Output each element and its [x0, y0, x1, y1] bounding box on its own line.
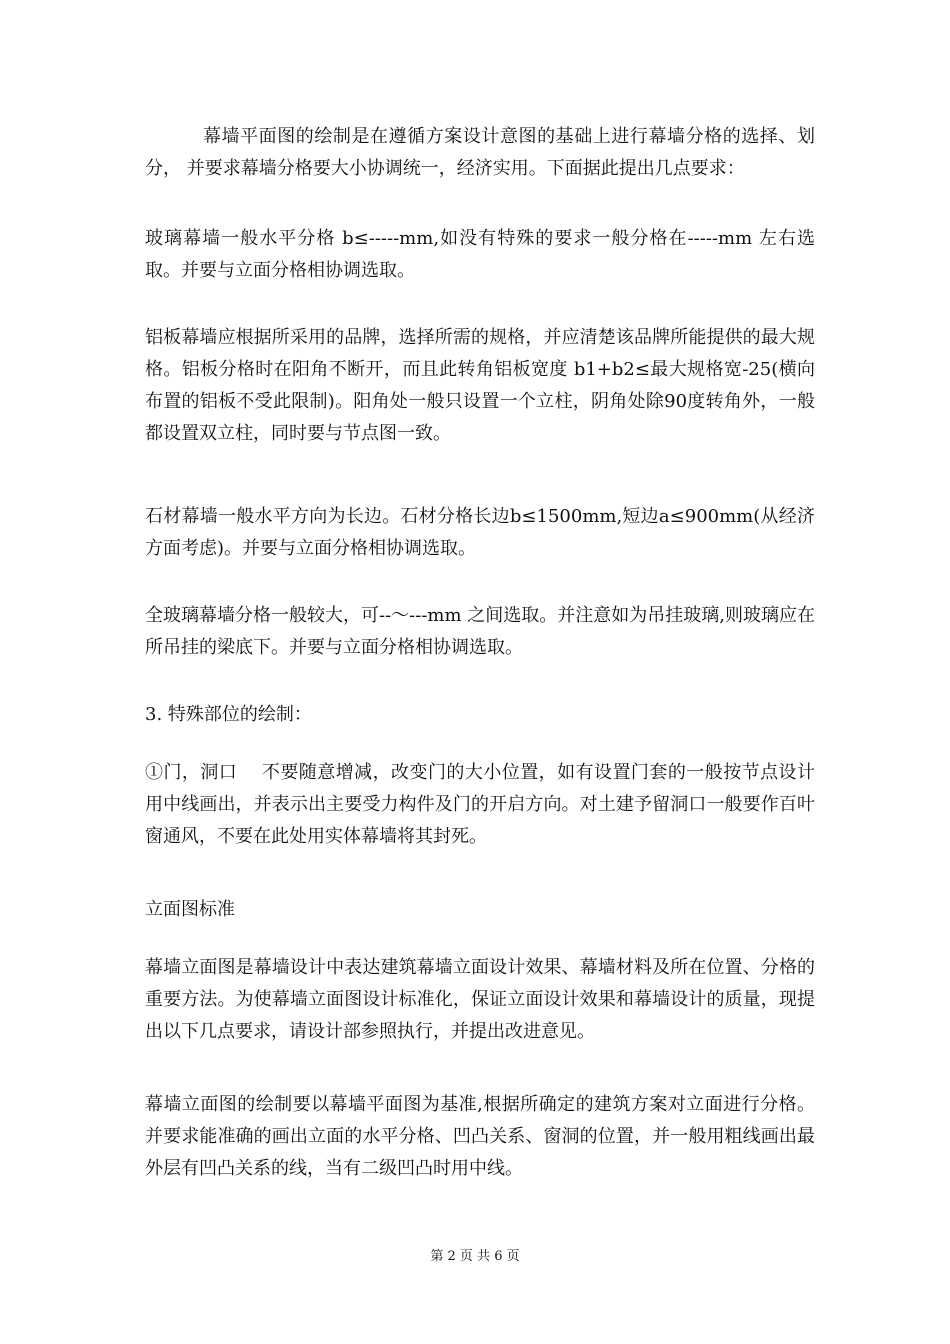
paragraph-full-glass-curtain-wall: 全玻璃幕墙分格一般较大，可--～---mm 之间选取。并注意如为吊挂玻璃,则玻璃应在所吊挂的梁底下。并要与立面分格相协调选取。	[145, 605, 815, 658]
paragraph-aluminum-curtain-wall: 铝板幕墙应根据所采用的品牌，选择所需的规格，并应清楚该品牌所能提供的最大规格。铝板分格时在阳角不断开，而且此转角铝板宽度 b1+b2≤最大规格宽-25(横向布置的铝板不受此限制)。阳角处一般只设置一个立柱，阴角处除90度转角外，一般都设置双立柱，同时要与节点图一致。	[145, 327, 815, 444]
paragraph-stone-curtain-wall: 石材幕墙一般水平方向为长边。石材分格长边b≤1500mm,短边a≤900mm(从经济方面考虑)。并要与立面分格相协调选取。	[145, 506, 815, 559]
section-heading-special-parts: 3. 特殊部位的绘制：	[145, 704, 312, 725]
section-heading-elevation-standard: 立面图标准	[145, 899, 235, 920]
paragraph-elevation-intro: 幕墙立面图是幕墙设计中表达建筑幕墙立面设计效果、幕墙材料及所在位置、分格的重要方法。为使幕墙立面图设计标准化，保证立面设计效果和幕墙设计的质量，现提出以下几点要求，请设计部参照执行，并提出改进意见。	[145, 957, 815, 1042]
paragraph-elevation-drawing: 幕墙立面图的绘制要以幕墙平面图为基准,根据所确定的建筑方案对立面进行分格。并要求能准确的画出立面的水平分格、凹凸关系、窗洞的位置，并一般用粗线画出最外层有凹凸关系的线，当有二级凹凸时用中线。	[145, 1094, 815, 1179]
paragraph-glass-curtain-wall: 玻璃幕墙一般水平分格 b≤-----mm,如没有特殊的要求一般分格在-----mm 左右选取。并要与立面分格相协调选取。	[145, 228, 815, 281]
paragraph-doors-openings: ①门，洞口 不要随意增减，改变门的大小位置，如有设置门套的一般按节点设计用中线画出，并表示出主要受力构件及门的开启方向。对土建予留洞口一般要作百叶窗通风，不要在此处用实体幕墙将其封死。	[145, 762, 815, 847]
paragraph-curtain-wall-plan-intro: 幕墙平面图的绘制是在遵循方案设计意图的基础上进行幕墙分格的选择、划分， 并要求幕墙分格要大小协调统一，经济实用。下面据此提出几点要求：	[145, 126, 815, 179]
page-footer: 第 2 页 共 6 页	[430, 1249, 520, 1264]
